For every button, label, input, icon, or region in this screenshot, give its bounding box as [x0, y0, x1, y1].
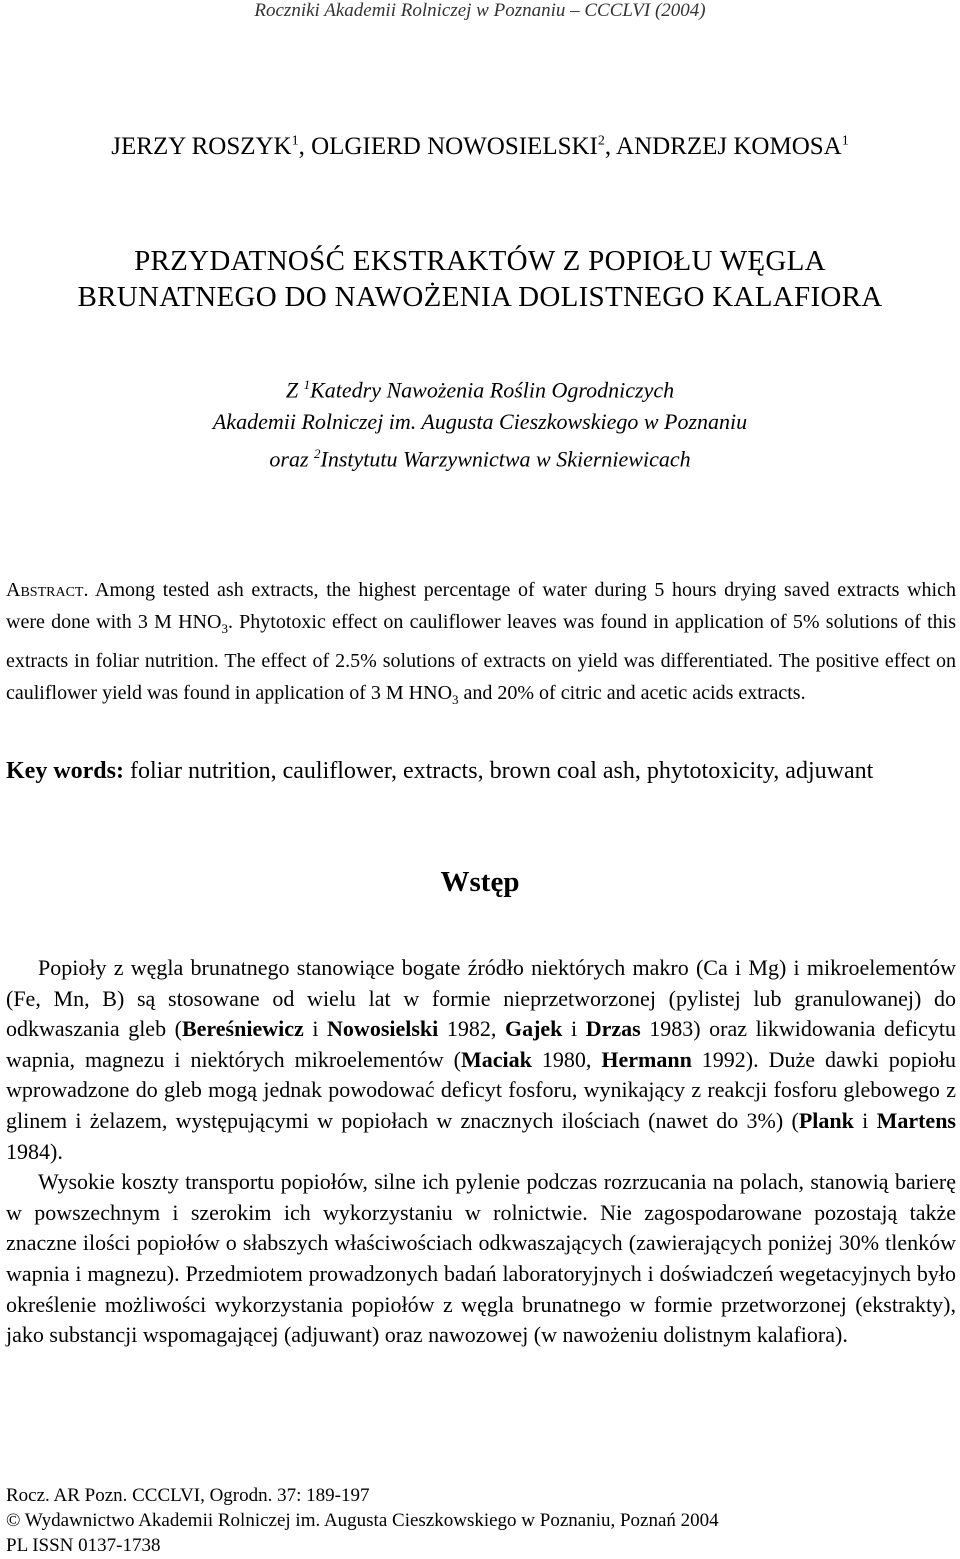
- author: JERZY ROSZYK: [111, 133, 292, 160]
- paragraph-text: i: [562, 1016, 586, 1042]
- keywords-text: foliar nutrition, cauliflower, extracts, brown coal ash, phytotoxicity, adjuwant: [123, 758, 874, 784]
- cited-author: Bereśniewicz: [181, 1016, 304, 1042]
- footer: [6, 1483, 719, 1558]
- affiliation-line: [0, 369, 960, 406]
- paragraph-text: i: [853, 1107, 877, 1133]
- author-affiliation-mark: 1: [291, 133, 299, 149]
- affiliation-mark: 2: [314, 446, 321, 462]
- paper-title-line: PRZYDATNOŚĆ EKSTRAKTÓW Z POPIOŁU WĘGLA: [134, 245, 826, 277]
- body-text: [6, 953, 956, 1351]
- abstract-text: Among tested ash extracts, the highest percentage of water during 5 hours drying saved extracts which were done with 3 M HNO: [6, 579, 956, 633]
- author-affiliation-mark: 1: [841, 133, 849, 149]
- paragraph-text: Wysokie koszty transportu popiołów, silne ich pylenie podczas rozrzucania na polach, stanowią barierę w powszechnym i szerokim ich wykorzystaniu w rolnictwie. Nie zagospodarowane pozostają także znaczne ilości popiołów o słabszych właściwościach odkwaszających (zawierających poniżej 30% tlenków wapnia i magnezu). Przedmiotem prowadzonych badań laboratoryjnych i doświadczeń wegetacyjnych było określenie możliwości wykorzystania popiołów z węgla brunatnego w formie przetworzonej (ekstrakty), jako substancji wspomagającej (adjuwant) oraz nawozowej (w nawożeniu dolistnym kalafiora).: [6, 1169, 956, 1348]
- footer-issn: PL ISSN 0137-1738: [6, 1535, 161, 1556]
- paragraph-text: 1984).: [6, 1138, 63, 1164]
- footer-citation: Rocz. AR Pozn. CCCLVI, Ogrodn. 37: 189-197: [6, 1485, 370, 1506]
- cited-author: Plank: [798, 1107, 854, 1133]
- paragraph: [6, 953, 956, 1167]
- affiliation-line: Akademii Rolniczej im. Augusta Cieszkowskiego w Poznaniu: [212, 409, 748, 435]
- cited-author: Gajek: [504, 1016, 563, 1042]
- affiliation-prefix: oraz: [269, 446, 315, 472]
- affiliation-line: [0, 438, 960, 475]
- affiliation-text: Katedry Nawożenia Roślin Ogrodniczych: [310, 377, 675, 403]
- paragraph-text: 1983) oraz likwidowania deficytu wapnia, magnezu i niektórych mikroelementów (: [6, 1016, 956, 1072]
- cited-author: Hermann: [601, 1046, 692, 1072]
- subscript: 3: [221, 621, 228, 636]
- paragraph-text: i: [303, 1016, 328, 1042]
- affiliation: [0, 369, 960, 476]
- subscript: 3: [452, 692, 459, 707]
- abstract-text: . Phytotoxic effect on cauliflower leaves was found in application of 5% solutions of this extracts in foliar nutrition. The effect of 2.5% solutions of extracts on yield was differentiated. The positive effect on cauliflower yield was found in application of 3 M HNO: [6, 611, 956, 704]
- paper-title-line: BRUNATNEGO DO NAWOŻENIA DOLISTNEGO KALAFIORA: [77, 281, 883, 313]
- abstract-label: Abstract.: [6, 579, 89, 601]
- cited-author: Maciak: [460, 1046, 532, 1072]
- affiliation-text: Instytutu Warzywnictwa w Skierniewicach: [320, 446, 691, 472]
- author-separator: ,: [604, 133, 617, 160]
- affiliation-mark: 1: [303, 377, 311, 392]
- affiliation-prefix: Z: [285, 377, 304, 403]
- section-heading: Wstęp: [440, 866, 520, 898]
- paragraph-text: 1992). Duże dawki popiołu wprowadzone do gleb mogą jednak powodować deficyt fosforu, wynikający z reakcji fosforu glebowego z glinem i żelazem, występującymi w popiołach w znacznych ilościach (nawet do 3%) (: [6, 1046, 957, 1133]
- author-separator: ,: [298, 133, 312, 160]
- paragraph-text: 1982,: [438, 1016, 505, 1042]
- paragraph: [6, 1167, 956, 1351]
- paper-title: [0, 243, 960, 315]
- cited-author: Nowosielski: [327, 1016, 439, 1042]
- footer-copyright: © Wydawnictwo Akademii Rolniczej im. Augusta Cieszkowskiego w Poznaniu, Poznań 2004: [6, 1510, 719, 1531]
- authors-line: [0, 133, 960, 161]
- author-affiliation-mark: 2: [597, 133, 605, 149]
- cited-author: Drzas: [585, 1016, 641, 1042]
- keywords: [6, 758, 873, 785]
- journal-header: Roczniki Akademii Rolniczej w Poznaniu – CCCLVI (2004): [254, 0, 706, 21]
- paragraph-text: Popioły z węgla brunatnego stanowiące bogate źródło niektórych makro (Ca i Mg) i mikroelementów (Fe, Mn, B) są stosowane od wielu lat w formie nieprzetworzonej (pylistej lub granulowanej) do odkwaszania gleb (: [6, 955, 956, 1042]
- author: OLGIERD NOWOSIELSKI: [311, 133, 598, 160]
- author: ANDRZEJ KOMOSA: [616, 133, 842, 160]
- cited-author: Martens: [876, 1107, 956, 1133]
- abstract: [6, 574, 956, 716]
- keywords-label: Key words:: [6, 758, 124, 784]
- abstract-text: and 20% of citric and acetic acids extracts.: [458, 682, 806, 704]
- paragraph-text: 1980,: [531, 1046, 602, 1072]
